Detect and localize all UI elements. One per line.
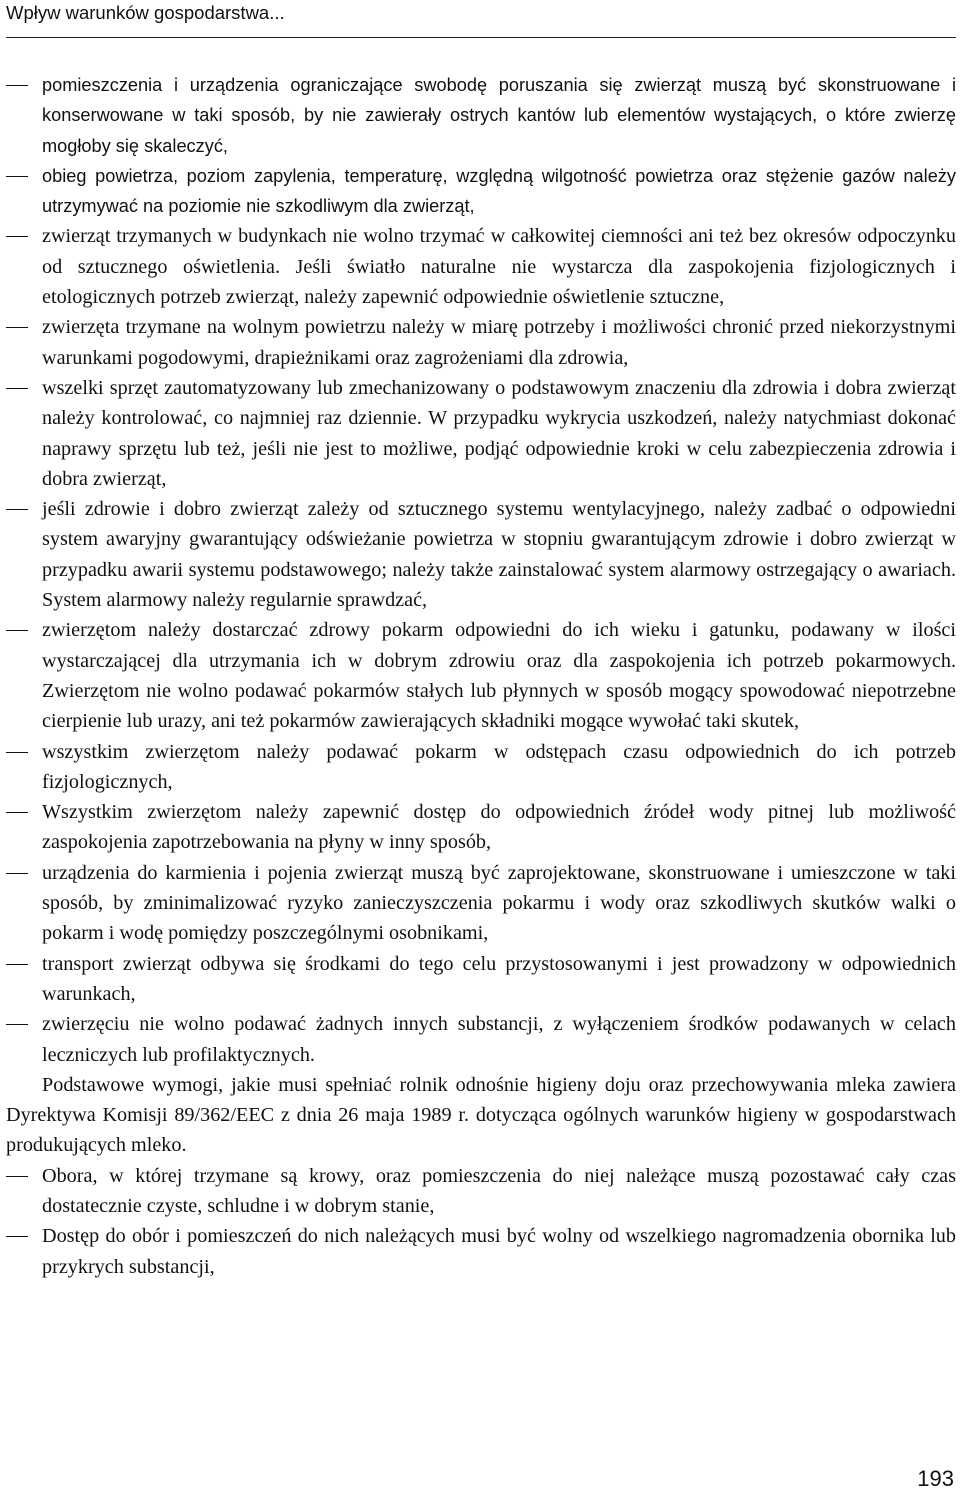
list-item — [6, 797, 956, 858]
list-item-text: zwierząt trzymanych w budynkach nie wolno trzymać w całkowitej ciemności ani też bez okresów odpoczynku od sztucznego oświetlenia. Jeśli światło naturalne nie wystarcza dla zaspokojenia fizjologicznych i etologicznych potrzeb zwierząt, należy zapewnić odpowiednie oświetlenie sztuczne, — [42, 225, 956, 309]
list-item — [6, 221, 956, 312]
list-item — [6, 494, 956, 615]
list-item — [6, 312, 956, 373]
dash-bullet-icon — [6, 176, 28, 177]
list-item-text: transport zwierząt odbywa się środkami do tego celu przystosowanymi i jest prowadzony w odpowiednich warunkach, — [42, 952, 956, 1005]
list-item — [6, 70, 956, 161]
list-item-text: pomieszczenia i urządzenia ograniczające swobodę poruszania się zwierząt muszą być skonstruowane i konserwowane w taki sposób, by nie zawierały ostrych kantów lub elementów wystających, o które zwierzę mogłoby się skaleczyć, — [42, 75, 956, 156]
milking-hygiene-list — [6, 1161, 956, 1282]
list-item-text: obieg powietrza, poziom zapylenia, temperaturę, względną wilgotność powietrza oraz stężenie gazów należy utrzymywać na poziomie nie szkodliwym dla zwierząt, — [42, 165, 956, 217]
requirements-list — [6, 70, 956, 1070]
dash-bullet-icon — [6, 1176, 28, 1177]
list-item — [6, 858, 956, 949]
dash-bullet-icon — [6, 812, 28, 813]
list-item — [6, 737, 956, 798]
dash-bullet-icon — [6, 873, 28, 874]
list-item-text: jeśli zdrowie i dobro zwierząt zależy od sztucznego systemu wentylacyjnego, należy zadbać o odpowiedni system awaryjny gwarantujący odświeżanie powietrza w stopniu gwarantującym zdrowie i dobro zwierząt w przypadku awarii systemu podstawowego; należy także zainstalować system alarmowy ostrzegający o awariach. System alarmowy należy regularnie sprawdzać, — [42, 498, 956, 612]
list-item — [6, 615, 956, 736]
dash-bullet-icon — [6, 1024, 28, 1025]
list-item — [6, 1161, 956, 1222]
dash-bullet-icon — [6, 1236, 28, 1237]
dash-bullet-icon — [6, 964, 28, 965]
list-item-text: zwierzęciu nie wolno podawać żadnych innych substancji, z wyłączeniem środków podawanych w celach leczniczych lub profilaktycznych. — [42, 1013, 956, 1066]
dash-bullet-icon — [6, 236, 28, 237]
list-item — [6, 1221, 956, 1282]
list-item-text: Dostęp do obór i pomieszczeń do nich należących musi być wolny od wszelkiego nagromadzenia obornika lub przykrych substancji, — [42, 1225, 956, 1278]
list-item-text: wszelki sprzęt zautomatyzowany lub zmechanizowany o podstawowym znaczeniu dla zdrowia i dobra zwierząt należy kontrolować, co najmniej raz dziennie. W przypadku wykrycia uszkodzeń, należy natychmiast dokonać naprawy sprzętu lub też, jeśli nie jest to możliwe, podjąć odpowiednie kroki w celu zabezpieczenia zdrowia i dobra zwierząt, — [42, 376, 956, 490]
list-item — [6, 161, 956, 222]
list-item — [6, 1009, 956, 1070]
list-item-text: urządzenia do karmienia i pojenia zwierząt muszą być zaprojektowane, skonstruowane i umieszczone w taki sposób, by zminimalizować ryzyko zanieczyszczenia pokarmu i wody oraz szkodliwych skutków walki o pokarm i wodę pomiędzy poszczególnymi osobnikami, — [42, 861, 956, 945]
page-number: 193 — [917, 1466, 954, 1491]
body-paragraph: Podstawowe wymogi, jakie musi spełniać rolnik odnośnie higieny doju oraz przechowywania mleka zawiera Dyrektywa Komisji 89/362/EEC z dnia 26 maja 1989 r. dotycząca ogólnych warunków higieny w gospodarstwach produkujących mleko. — [6, 1073, 956, 1157]
list-item-text: wszystkim zwierzętom należy podawać pokarm w odstępach czasu odpowiednich do ich potrzeb fizjologicznych, — [42, 740, 956, 793]
dash-bullet-icon — [6, 388, 28, 389]
dash-bullet-icon — [6, 327, 28, 328]
dash-bullet-icon — [6, 85, 28, 86]
list-item — [6, 373, 956, 494]
list-item — [6, 949, 956, 1010]
dash-bullet-icon — [6, 509, 28, 510]
list-item-text: zwierzętom należy dostarczać zdrowy pokarm odpowiedni do ich wieku i gatunku, podawany w ilości wystarczającej dla utrzymania ich w dobrym zdrowiu oraz dla zaspokojenia ich potrzeb pokarmowych. Zwierzętom nie wolno podawać pokarmów stałych lub płynnych w sposób mogący spowodować niepotrzebne cierpienie lub urazy, ani też pokarmów zawierających składniki mogące wywołać taki skutek, — [42, 619, 956, 733]
list-item-text: zwierzęta trzymane na wolnym powietrzu należy w miarę potrzeby i możliwości chronić przed niekorzystnymi warunkami pogodowymi, drapieżnikami oraz zagrożeniami dla zdrowia, — [42, 316, 956, 369]
dash-bullet-icon — [6, 630, 28, 631]
dash-bullet-icon — [6, 752, 28, 753]
page-body — [6, 70, 956, 1282]
running-header: Wpływ warunków gospodarstwa... — [6, 2, 285, 23]
header-divider — [6, 37, 956, 38]
list-item-text: Obora, w której trzymane są krowy, oraz pomieszczenia do niej należące muszą pozostawać cały czas dostatecznie czyste, schludne i w dobrym stanie, — [42, 1164, 956, 1217]
list-item-text: Wszystkim zwierzętom należy zapewnić dostęp do odpowiednich źródeł wody pitnej lub możliwość zaspokojenia zapotrzebowania na płyny w inny sposób, — [42, 801, 956, 854]
